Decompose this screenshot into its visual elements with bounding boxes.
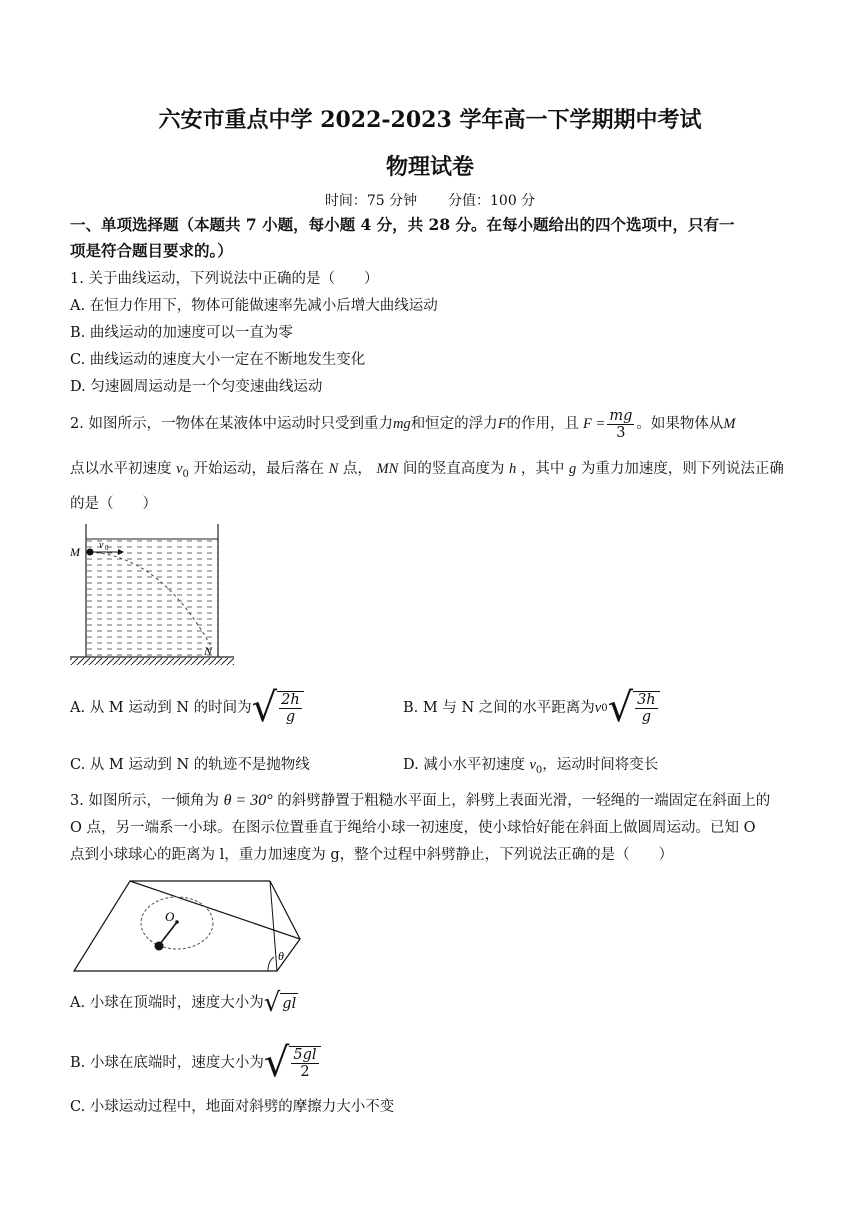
q3-option-c: C. 小球运动过程中，地面对斜劈的摩擦力大小不变	[70, 1099, 395, 1115]
liquid-body	[86, 539, 218, 657]
exam-title: 六安市重点中学 2022-2023 学年高一下学期期中考试	[158, 107, 702, 133]
time-info: 时间：75 分钟	[324, 193, 418, 209]
q2-option-a: A. 从 M 运动到 N 的时间为 √ $\frac{2h}{g}$	[70, 683, 304, 733]
exam-subtitle: 物理试卷	[385, 154, 474, 180]
rope-line	[160, 922, 177, 944]
q2-stem-line2: 点以水平初速度 $v_0$ 开始运动，最后落在 N 点， MN 间的竖直高度为 h ，其中 g 为重力加速度，则下列说法正确	[70, 461, 784, 480]
q2-option-c: C. 从 M 运动到 N 的轨迹不是抛物线	[70, 757, 310, 773]
score-info: 分值：100 分	[448, 193, 536, 209]
angle-arc	[268, 957, 274, 971]
q1-stem: 1. 关于曲线运动，下列说法中正确的是（ ）	[70, 271, 379, 287]
q3-wedge-figure	[70, 875, 310, 975]
label-o: O	[165, 909, 175, 924]
q1-option-b: B. 曲线运动的加速度可以一直为零	[70, 325, 293, 341]
section-heading-line1: 一、单项选择题（本题共 7 小题，每小题 4 分，共 28 分。在每小题给出的四个选项中，只有一	[70, 215, 735, 234]
object-ball	[87, 549, 94, 556]
q1-option-d: D. 匀速圆周运动是一个匀变速曲线运动	[70, 379, 323, 395]
section-heading-line2: 项是符合题目要求的。）	[70, 241, 233, 260]
q3-option-a: A. 小球在顶端时，速度大小为 √ gl	[70, 988, 297, 1018]
label-m: M	[70, 545, 80, 559]
q1-option-a: A. 在恒力作用下，物体可能做速率先减小后增大曲线运动	[70, 298, 438, 314]
label-v0: v	[99, 540, 104, 551]
ground-hatch	[70, 658, 234, 665]
label-theta: θ	[278, 949, 284, 963]
q3-stem-line1: 3. 如图所示，一倾角为 θ = 30° 的斜劈静置于粗糙水平面上，斜劈上表面光滑，一轻绳的一端固定在斜面上的	[70, 792, 771, 809]
label-n: N	[204, 644, 213, 658]
q2-option-b: B. M 与 N 之间的水平距离为 v 0 √ $\frac{3h}{g}$	[403, 683, 660, 733]
q1-option-c: C. 曲线运动的速度大小一定在不断地发生变化	[70, 352, 366, 368]
q3-option-b: B. 小球在底端时，速度大小为 √ $\frac{5gl}{2}$	[70, 1038, 321, 1088]
q2-option-d: D. 减小水平初速度 $v_0$，运动时间将变长	[403, 757, 659, 776]
q2-stem-line3: 的是（ ）	[70, 496, 157, 512]
wedge-outline	[74, 881, 300, 971]
label-v0-sub: 0	[105, 544, 109, 552]
q3-stem-line3: 点到小球球心的距离为 l，重力加速度为 g，整个过程中斜劈静止，下列说法正确的是（ ）	[70, 847, 674, 863]
q3-stem-line2: O 点，另一端系一小球。在图示位置垂直于绳给小球一初速度，使小球恰好能在斜面上做圆周运动。已知 O	[70, 820, 756, 836]
exam-info	[0, 190, 860, 210]
q2-tank-figure	[66, 520, 241, 668]
small-ball	[155, 942, 164, 951]
q2-fraction: $\frac{mg}{3}$	[609, 407, 633, 441]
q2-stem-line1: 2. 如图所示，一物体在某液体中运动时只受到重力 mg 和恒定的浮力 F 的作用，且 F = $\frac{mg}{3}$ 。如果物体从 M	[70, 407, 736, 441]
